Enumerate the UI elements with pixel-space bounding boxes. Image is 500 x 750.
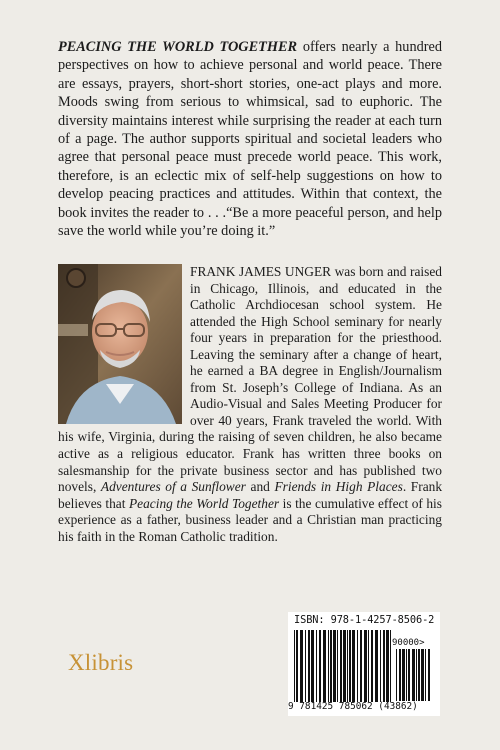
- barcode-bar: [380, 630, 381, 702]
- barcode-bar: [418, 649, 420, 701]
- barcode-bar: [406, 649, 407, 701]
- back-cover-blurb: [58, 38, 442, 240]
- barcode-bar: [421, 649, 424, 701]
- barcode-bar: [330, 630, 332, 702]
- barcode-bar: [296, 630, 298, 702]
- bio-text-and: and: [245, 479, 275, 495]
- barcode-bar: [416, 649, 417, 701]
- barcode-bar: [383, 630, 385, 702]
- barcode-bar: [425, 649, 426, 701]
- barcode-bar: [386, 630, 389, 702]
- barcode-bar: [311, 630, 314, 702]
- barcode-bar: [390, 630, 391, 702]
- barcode-bar: [357, 630, 358, 702]
- book-title-inline: PEACING THE WORLD TOGETHER: [58, 39, 298, 55]
- novel-title-2: Friends in High Places: [274, 479, 403, 495]
- barcode-bar: [396, 649, 397, 701]
- barcode-bar: [305, 630, 306, 702]
- bio-text-3: is the cumulative effect of his experience as a father, business leader and a Christian man practicing his faith in the Roman Catholic tradition.: [58, 495, 442, 544]
- barcode-bar: [349, 630, 351, 702]
- barcode-bar: [368, 630, 369, 702]
- barcode-bar: [347, 630, 348, 702]
- barcode-bar: [328, 630, 329, 702]
- author-bio: [58, 264, 442, 545]
- barcode-bar: [402, 649, 405, 701]
- blurb-text: offers nearly a hundred perspectives on how to achieve personal and world peace. There are essays, prayers, short-short stories, one-act plays and more. Moods swing from serious to whimsical, sad to euphoric. The diversity maintains interest while surprising the reader at each turn of a page. The author supports spiritual and societal leaders who agree that personal peace must precede world peace. This work, therefore, is an eclectic mix of self-help suggestions on how to develop peacing practices and attitudes. Within that context, the book invites the reader to . . .“Be a more peaceful person, and help save the world while you’re doing it.”: [58, 39, 443, 240]
- barcode-bar: [428, 649, 430, 701]
- barcode-bar: [300, 630, 303, 702]
- barcode-bar: [294, 630, 295, 702]
- barcode-bar: [375, 630, 378, 702]
- barcode-bar: [399, 649, 401, 701]
- barcode-bar: [308, 630, 310, 702]
- barcode-bar: [360, 630, 362, 702]
- barcode-bar: [340, 630, 342, 702]
- addon-barcode-bars: [396, 649, 434, 701]
- isbn-label: ISBN: 978-1-4257-8506-2: [294, 614, 435, 626]
- publisher-logo: Xlibris: [68, 650, 134, 675]
- barcode-bar: [343, 630, 346, 702]
- bio-text-2: . Frank believes that: [58, 479, 443, 511]
- barcode-bar: [364, 630, 367, 702]
- barcode-bar: [412, 649, 415, 701]
- price-code: 90000>: [392, 638, 425, 648]
- barcode-bar: [408, 649, 410, 701]
- barcode-bar: [316, 630, 317, 702]
- barcode-bar: [333, 630, 336, 702]
- barcode-bar: [319, 630, 321, 702]
- barcode-bars: [294, 630, 392, 702]
- bio-text-1: FRANK JAMES UNGER was born and raised in Chicago, Illinois, and educated in the Catholic Archdiocesan school system. He attended the High School seminary for nearly four years in preparation for the priesthood. Leaving the seminary after a change of heart, he earned a BA degree in English/Journalism from St. Joseph’s College of Indiana. As an Audio-Visual and Sales Meeting Producer for over 40 years, Frank traveled the world. With his wife, Virginia, during the raising of seven children, he also became active as a religious educator. Frank has written three books on salesmanship for the private business sector and has published two novels,: [58, 264, 442, 495]
- barcode-bar: [352, 630, 355, 702]
- barcode-bar: [337, 630, 338, 702]
- isbn-barcode: [288, 612, 440, 716]
- barcode-bar: [323, 630, 326, 702]
- book-title-italic: Peacing the World Together: [128, 495, 280, 511]
- barcode-bar: [371, 630, 373, 702]
- barcode-digits: 9 781425 785062 (43862): [288, 701, 418, 712]
- novel-title-1: Adventures of a Sunflower: [100, 479, 246, 495]
